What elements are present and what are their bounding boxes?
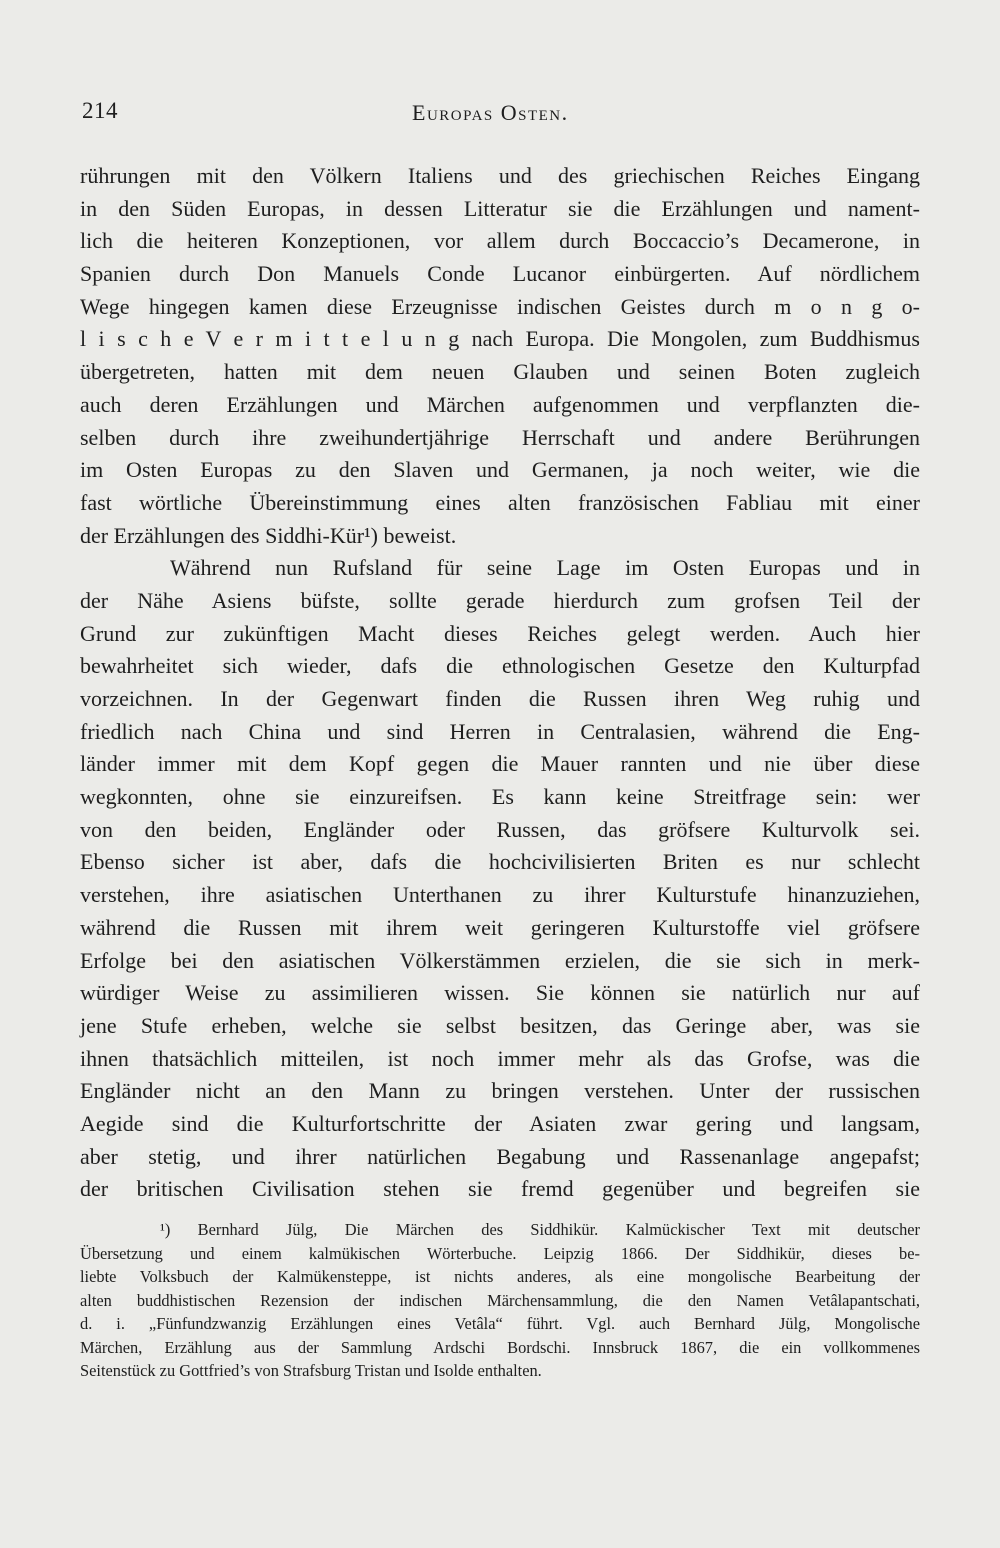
page-number: 214 xyxy=(82,98,118,123)
text-line: Während nun Rufsland für seine Lage im Osten Europas und in xyxy=(170,555,920,581)
footnote-line: Übersetzung und einem kalmükischen Wörterbuche. Leipzig 1866. Der Siddhikür, dieses be- xyxy=(80,1243,920,1263)
text-line: friedlich nach China und sind Herren in Centralasien, während die Eng- xyxy=(80,718,920,744)
text-line: länder immer mit dem Kopf gegen die Mauer rannten und nie über diese xyxy=(80,751,920,777)
footnote-line: liebte Volksbuch der Kalmükensteppe, ist nichts anderes, als eine mongolische Bearbeitung der xyxy=(80,1267,920,1286)
running-head: Europas Osten. xyxy=(412,100,569,125)
text-line: selben durch ihre zweihundertjährige Herrschaft und andere Berührungen xyxy=(80,424,920,450)
text-line: jene Stufe erheben, welche sie selbst besitzen, das Geringe aber, was sie xyxy=(80,1012,920,1038)
text-line: Engländer nicht an den Mann zu bringen verstehen. Unter der russischen xyxy=(80,1078,920,1104)
page-header xyxy=(82,98,922,132)
text-line: fast wörtliche Übereinstimmung eines alten französischen Fabliau mit einer xyxy=(80,489,920,515)
text-line: der Nähe Asiens büfste, sollte gerade hierdurch zum grofsen Teil der xyxy=(80,587,920,613)
text-line: ihnen thatsächlich mitteilen, ist noch immer mehr als das Grofse, was die xyxy=(80,1045,920,1071)
text-line: bewahrheitet sich wieder, dafs die ethnologischen Gesetze den Kulturpfad xyxy=(80,653,920,679)
text-line: der Erzählungen des Siddhi-Kür¹) beweist. xyxy=(80,522,457,548)
text-line: übergetreten, hatten mit dem neuen Glauben und seinen Boten zugleich xyxy=(80,359,920,385)
text-line: verstehen, ihre asiatischen Unterthanen zu ihrer Kulturstufe hinanzuziehen, xyxy=(80,882,920,908)
text-line: aber stetig, und ihrer natürlichen Begabung und Rassenanlage angepafst; xyxy=(80,1143,920,1169)
text-line: während die Russen mit ihrem weit geringeren Kulturstoffe viel gröfsere xyxy=(80,914,920,940)
footnote-line: Seitenstück zu Gottfried’s von Strafsburg Tristan und Isolde enthalten. xyxy=(80,1361,542,1380)
text-line: in den Süden Europas, in dessen Litteratur sie die Erzählungen und nament- xyxy=(80,195,920,221)
text-line: l i s c h e V e r m i t t e l u n g nach Europa. Die Mongolen, zum Buddhismus xyxy=(80,326,920,352)
text-line: Spanien durch Don Manuels Conde Lucanor einbürgerten. Auf nördlichem xyxy=(80,261,920,287)
text-line: der britischen Civilisation stehen sie fremd gegenüber und begreifen sie xyxy=(80,1176,920,1202)
text-line: Ebenso sicher ist aber, dafs die hochcivilisierten Briten es nur schlecht xyxy=(80,849,920,875)
text-line: rührungen mit den Völkern Italiens und des griechischen Reiches Eingang xyxy=(80,163,920,188)
main-text xyxy=(80,160,920,1206)
text-line: lich die heiteren Konzeptionen, vor allem durch Boccaccio’s Decamerone, in xyxy=(80,228,920,254)
text-line: im Osten Europas zu den Slaven und Germanen, ja noch weiter, wie die xyxy=(80,457,920,483)
footnote-line: d. i. „Fünfundzwanzig Erzählungen eines Vetâla“ führt. Vgl. auch Bernhard Jülg, Mongolische xyxy=(80,1314,920,1333)
text-line: vorzeichnen. In der Gegenwart finden die Russen ihren Weg ruhig und xyxy=(80,686,920,711)
text-line: würdiger Weise zu assimilieren wissen. Sie können sie natürlich nur auf xyxy=(80,980,920,1006)
footnotes xyxy=(80,1218,920,1383)
text-line: wegkonnten, ohne sie einzureifsen. Es kann keine Streitfrage sein: wer xyxy=(80,784,920,810)
text-line: Aegide sind die Kulturfortschritte der Asiaten zwar gering und langsam, xyxy=(80,1110,920,1136)
text-line: Wege hingegen kamen diese Erzeugnisse indischen Geistes durch m o n g o- xyxy=(80,293,920,319)
text-line: von den beiden, Engländer oder Russen, das gröfsere Kulturvolk sei. xyxy=(80,816,920,842)
text-line: auch deren Erzählungen und Märchen aufgenommen und verpflanzten die- xyxy=(80,391,920,417)
footnote-line: ¹) Bernhard Jülg, Die Märchen des Siddhikür. Kalmückischer Text mit deutscher xyxy=(160,1220,920,1239)
text-line: Grund zur zukünftigen Macht dieses Reiches gelegt werden. Auch hier xyxy=(80,620,920,646)
footnote-line: alten buddhistischen Rezension der indischen Märchensammlung, die den Namen Vetâlapantschati, xyxy=(80,1290,920,1310)
footnote-line: Märchen, Erzählung aus der Sammlung Ardschi Bordschi. Innsbruck 1867, die ein vollkommenes xyxy=(80,1337,920,1357)
text-line: Erfolge bei den asiatischen Völkerstämmen erzielen, die sie sich in merk- xyxy=(80,947,920,973)
